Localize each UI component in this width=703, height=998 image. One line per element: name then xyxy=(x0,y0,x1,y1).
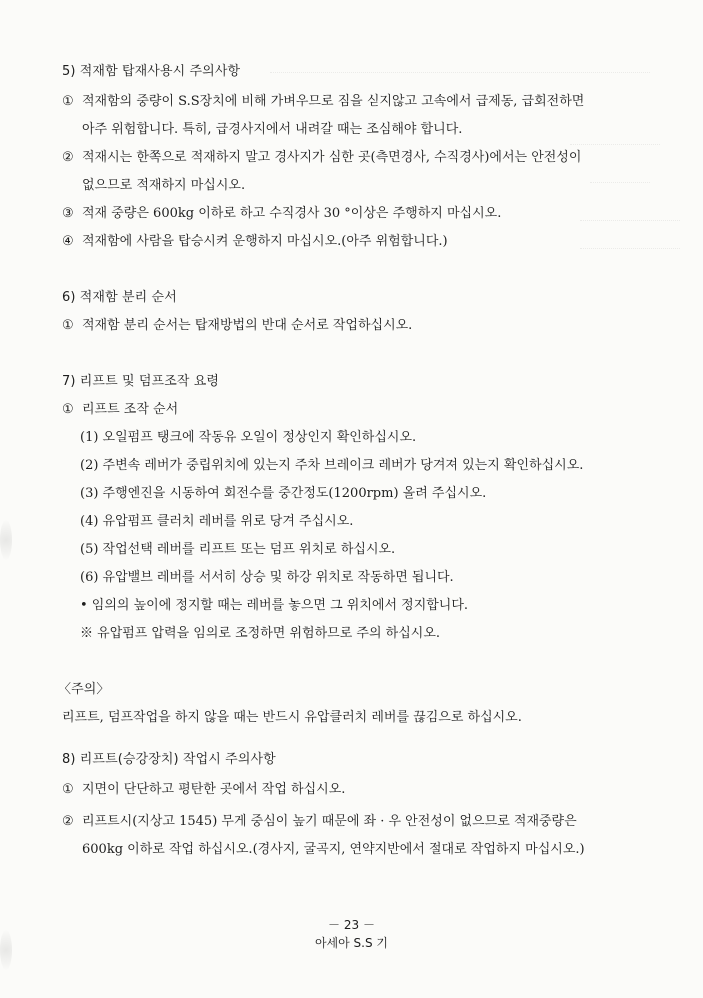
item-text: 지면이 단단하고 평탄한 곳에서 작업 하십시오. xyxy=(82,782,346,797)
s7-item-1 xyxy=(62,402,178,418)
s5-item-4 xyxy=(62,234,448,250)
s7-step: (3) 주행엔진을 시동하여 회전수를 중간정도(1200rpm) 올려 주십시오. xyxy=(80,486,487,501)
item-number: ① xyxy=(62,402,74,417)
section-8-title: 8) 리프트(승강장치) 작업시 주의사항 xyxy=(62,752,276,767)
item-number: ② xyxy=(62,150,74,165)
s7-step: (2) 주변속 레버가 중립위치에 있는지 주차 브레이크 레버가 당겨져 있는지 확인하십시오. xyxy=(80,458,584,473)
section-5-title: 5) 적재함 탑재사용시 주의사항 xyxy=(62,64,241,79)
caution-title: 〈주의〉 xyxy=(58,682,110,697)
footer-brand: 아세아 S.S 기 xyxy=(314,936,389,950)
section-6-title: 6) 적재함 분리 순서 xyxy=(62,290,177,305)
s5-item-3 xyxy=(62,206,501,222)
s7-warning-note: ※ 유압펌프 압력을 임의로 조정하면 위험하므로 주의 하십시오. xyxy=(80,626,441,641)
item-number: ② xyxy=(62,814,74,829)
item-number: ① xyxy=(62,782,74,797)
item-number: ① xyxy=(62,318,74,333)
s7-step: (4) 유압펌프 클러치 레버를 위로 당겨 주십시오. xyxy=(80,514,354,529)
item-text: 적재함 분리 순서는 탑재방법의 반대 순서로 작업하십시오. xyxy=(82,318,413,333)
s8-item-2-cont: 600kg 이하로 작업 하십시오.(경사지, 굴곡지, 연약지반에서 절대로 작업하지 마십시오.) xyxy=(82,842,585,857)
s7-step: (6) 유압밸브 레버를 서서히 상승 및 하강 위치로 작동하면 됩니다. xyxy=(80,570,454,585)
item-text: 적재시는 한쪽으로 적재하지 말고 경사지가 심한 곳(측면경사, 수직경사)에서는 안전성이 xyxy=(82,150,582,165)
item-number: ④ xyxy=(62,234,74,249)
item-text: 적재함의 중량이 S.S장치에 비해 가벼우므로 짐을 싣지않고 고속에서 급제동, 급회전하면 xyxy=(82,94,585,109)
item-text: 리프트 조작 순서 xyxy=(82,402,179,417)
page-number: － 23 － xyxy=(328,918,375,932)
section-7-title: 7) 리프트 및 덤프조작 요령 xyxy=(62,374,220,389)
s5-item-2-cont: 없으므로 적재하지 마십시오. xyxy=(82,178,246,193)
s7-step: (1) 오일펌프 탱크에 작동유 오일이 정상인지 확인하십시오. xyxy=(80,430,417,445)
s7-bullet-note: • 임의의 높이에 정지할 때는 레버를 놓으면 그 위치에서 정지합니다. xyxy=(80,598,469,613)
binding-hole-mark xyxy=(0,520,12,560)
s5-item-1 xyxy=(62,94,584,110)
s8-item-1 xyxy=(62,782,345,798)
item-text: 적재함에 사람을 탑승시켜 운행하지 마십시오.(아주 위험합니다.) xyxy=(82,234,448,249)
s5-item-1-cont: 아주 위험합니다. 특히, 급경사지에서 내려갈 때는 조심해야 합니다. xyxy=(82,122,463,137)
s8-item-2 xyxy=(62,814,577,830)
s5-item-2 xyxy=(62,150,581,166)
item-number: ③ xyxy=(62,206,74,221)
item-text: 적재 중량은 600kg 이하로 하고 수직경사 30 °이상은 주행하지 마십시오. xyxy=(82,206,502,221)
s6-item-1 xyxy=(62,318,412,334)
item-text: 리프트시(지상고 1545) 무게 중심이 높기 때문에 좌 · 우 안전성이 없으므로 적재중량은 xyxy=(82,814,577,829)
caution-text: 리프트, 덤프작업을 하지 않을 때는 반드시 유압클러치 레버를 끊김으로 하십시오. xyxy=(62,710,522,725)
s7-step: (5) 작업선택 레버를 리프트 또는 덤프 위치로 하십시오. xyxy=(80,542,396,557)
item-number: ① xyxy=(62,94,74,109)
